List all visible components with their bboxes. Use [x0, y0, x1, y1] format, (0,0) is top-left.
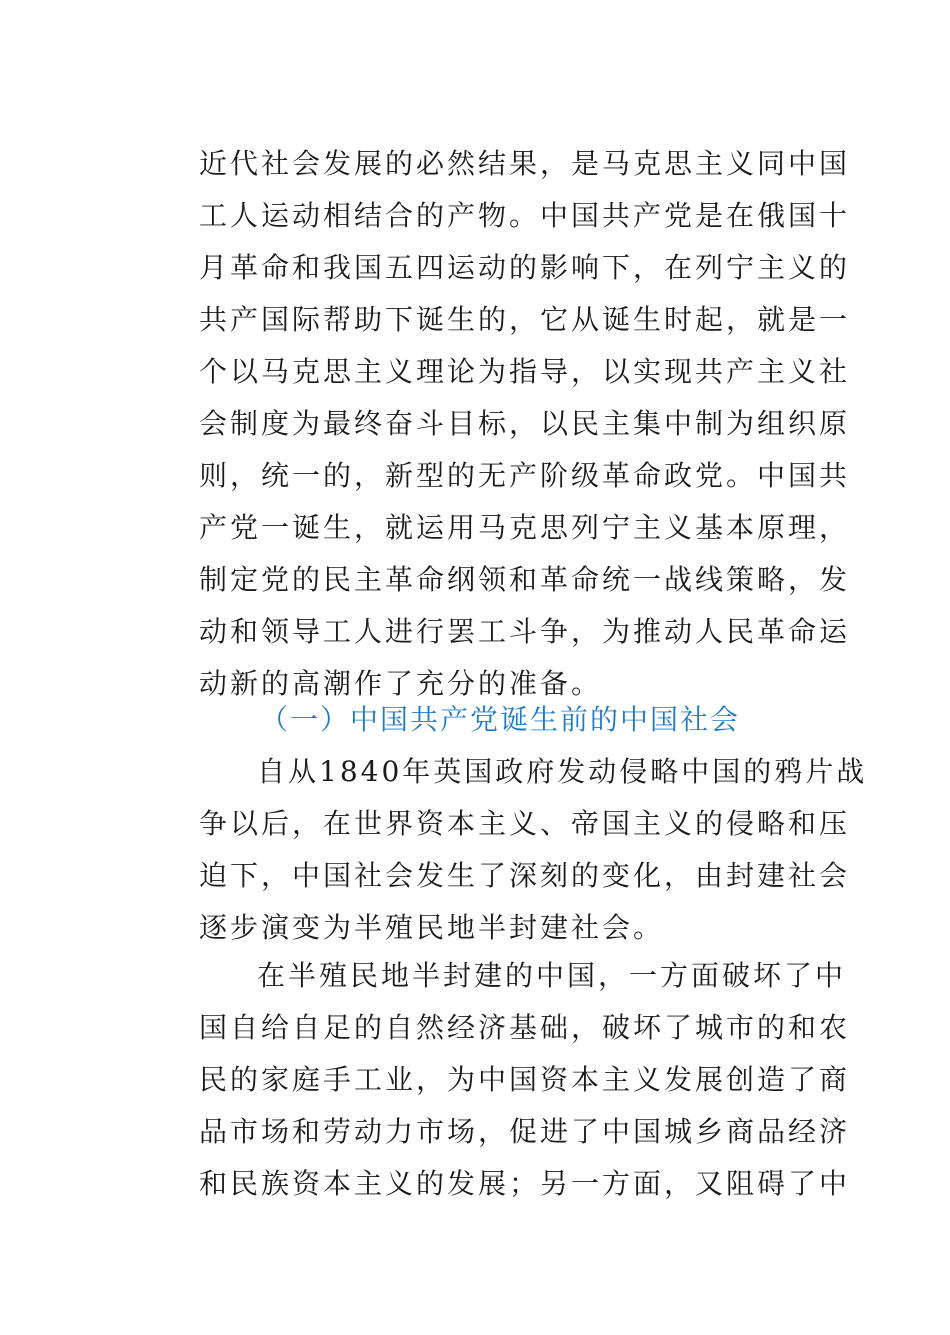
paragraph-line: 逐步演变为半殖民地半封建社会。: [199, 911, 665, 944]
paragraph-line: 动和领导工人进行罢工斗争，为推动人民革命运: [199, 615, 851, 648]
section-heading: （一）中国共产党诞生前的中国社会: [260, 703, 741, 736]
paragraph-party-founding: [199, 138, 851, 710]
paragraph-line: 国自给自足的自然经济基础，破坏了城市的和农: [199, 1011, 851, 1044]
paragraph-line: 动新的高潮作了充分的准备。: [199, 667, 603, 700]
paragraph-line: 自从1840年英国政府发动侵略中国的鸦片战: [257, 755, 868, 788]
paragraph-semi-colonial: [199, 950, 851, 1210]
paragraph-line: 近代社会发展的必然结果，是马克思主义同中国: [199, 147, 851, 180]
paragraph-line: 品市场和劳动力市场，促进了中国城乡商品经济: [199, 1115, 851, 1148]
paragraph-line: 争以后，在世界资本主义、帝国主义的侵略和压: [199, 807, 851, 840]
paragraph-line: 产党一诞生，就运用马克思列宁主义基本原理，: [199, 511, 851, 544]
paragraph-line: 个以马克思主义理论为指导，以实现共产主义社: [199, 355, 851, 388]
paragraph-line: 月革命和我国五四运动的影响下，在列宁主义的: [199, 251, 851, 284]
paragraph-line: 共产国际帮助下诞生的，它从诞生时起，就是一: [199, 303, 851, 336]
paragraph-line: 工人运动相结合的产物。中国共产党是在俄国十: [199, 199, 851, 232]
paragraph-line: 则，统一的，新型的无产阶级革命政党。中国共: [199, 459, 851, 492]
paragraph-line: 民的家庭手工业，为中国资本主义发展创造了商: [199, 1063, 851, 1096]
paragraph-line: 在半殖民地半封建的中国，一方面破坏了中: [257, 959, 847, 992]
paragraph-line: 和民族资本主义的发展；另一方面，又阻碍了中: [199, 1167, 851, 1200]
paragraph-line: 会制度为最终奋斗目标，以民主集中制为组织原: [199, 407, 851, 440]
paragraph-line: 迫下，中国社会发生了深刻的变化，由封建社会: [199, 859, 851, 892]
paragraph-opium-war: [199, 746, 868, 954]
paragraph-line: 制定党的民主革命纲领和革命统一战线策略，发: [199, 563, 851, 596]
